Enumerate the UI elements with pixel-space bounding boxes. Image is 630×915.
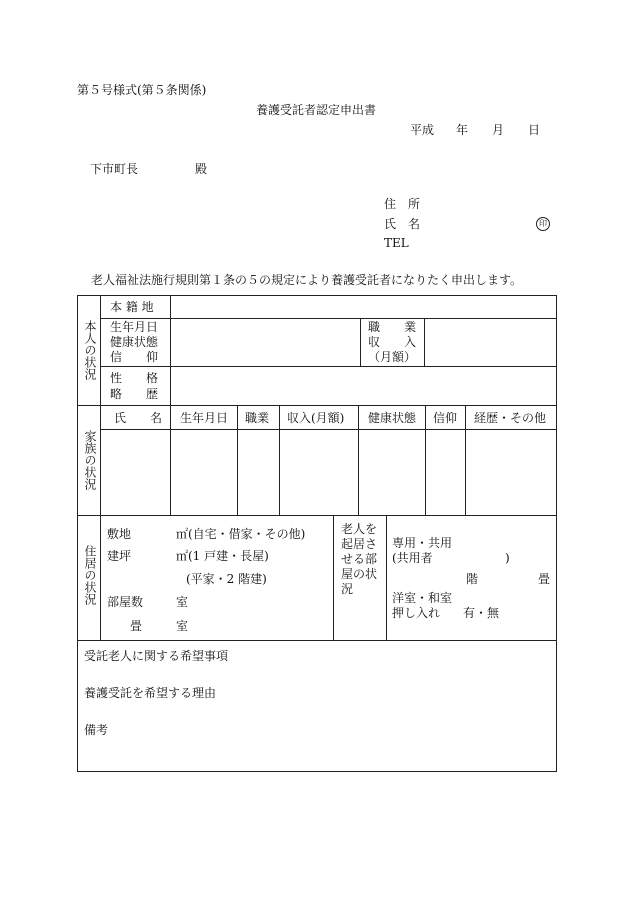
floor-label: 階 xyxy=(466,572,479,586)
seal-mark: 印 xyxy=(536,217,550,231)
family-col-religion: 信仰 xyxy=(433,411,458,425)
address-label[interactable]: 住 所 xyxy=(384,197,421,211)
closet-value: 有・無 xyxy=(463,606,500,620)
site-detail: ㎡(自宅・借家・その他) xyxy=(176,527,306,541)
building-detail: ㎡(1 戸建・長屋) xyxy=(176,549,269,563)
rooms-label: 部屋数 xyxy=(107,595,144,609)
birth-label: 生年月日 xyxy=(110,320,159,334)
document-title: 養護受託者認定申出書 xyxy=(256,103,377,117)
occupation-label: 職 業 xyxy=(368,320,417,334)
wishes-label[interactable]: 受託老人に関する希望事項 xyxy=(84,649,229,663)
income-label: 収 入 xyxy=(368,335,417,349)
shared-with: (共用者 xyxy=(392,551,433,565)
elder-room-heading: 老人を起居させる部屋の状況 xyxy=(341,522,378,596)
personality-label: 性 格 xyxy=(110,371,159,385)
addressee-honorific: 殿 xyxy=(195,162,208,176)
remarks-label[interactable]: 備考 xyxy=(84,723,109,737)
addressee-name: 下市町長 xyxy=(90,162,139,176)
tatami-label: 畳 xyxy=(130,619,143,633)
form-number: 第５号様式(第５条関係) xyxy=(77,83,207,97)
reason-label[interactable]: 養護受託を希望する理由 xyxy=(84,686,217,700)
tatami-unit: 室 xyxy=(176,619,189,633)
room-use: 専用・共用 xyxy=(392,536,453,550)
honseki-label: 本 籍 地 xyxy=(110,300,154,314)
date-year[interactable]: 年 xyxy=(456,123,469,137)
date-era[interactable]: 平成 xyxy=(410,123,435,137)
family-col-history: 経歴・その他 xyxy=(474,411,547,425)
family-section-heading: 家族の状況 xyxy=(83,430,97,490)
family-col-occupation: 職業 xyxy=(245,411,270,425)
building-label: 建坪 xyxy=(107,549,132,563)
date-month[interactable]: 月 xyxy=(492,123,505,137)
site-label: 敷地 xyxy=(107,527,132,541)
family-col-name: 氏 名 xyxy=(114,411,163,425)
self-section-heading: 本人の状況 xyxy=(83,320,97,380)
health-label: 健康状態 xyxy=(110,335,159,349)
statement-text: 老人福祉法施行規則第１条の５の規定により養護受託者になりたく申出します。 xyxy=(91,273,523,287)
family-col-health: 健康状態 xyxy=(368,411,417,425)
religion-label: 信 仰 xyxy=(110,350,159,364)
family-col-income: 収入(月額) xyxy=(287,411,345,425)
shared-with-close: ) xyxy=(505,551,510,565)
housing-section-heading: 住居の状況 xyxy=(83,545,97,605)
closet-label: 押し入れ xyxy=(392,606,441,620)
income-monthly-label: （月額） xyxy=(368,350,417,364)
tel-label[interactable]: TEL xyxy=(384,236,409,250)
family-col-birth: 生年月日 xyxy=(180,411,229,425)
name-label[interactable]: 氏 名 xyxy=(384,217,421,231)
date-day[interactable]: 日 xyxy=(528,123,541,137)
mats-label: 畳 xyxy=(538,572,551,586)
room-type: 洋室・和室 xyxy=(392,591,453,605)
building-sub: (平家・2 階建) xyxy=(186,572,267,586)
history-label: 略 歴 xyxy=(110,387,159,401)
rooms-unit: 室 xyxy=(176,595,189,609)
